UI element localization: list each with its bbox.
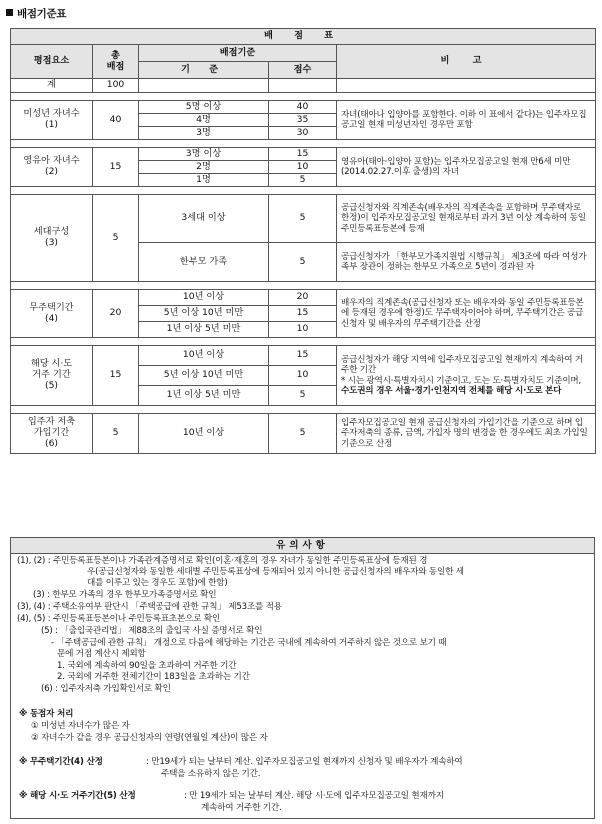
item-cell: 해당 시·도 거주 기간 (5): [11, 346, 93, 406]
score-cell: 5: [269, 195, 337, 243]
note-line: 2. 국외에 거주한 전체기간이 183일을 초과하는 기간: [57, 672, 250, 682]
header-item: 평점요소: [11, 45, 93, 79]
table-title: 배 점 표: [11, 29, 596, 45]
square-bullet-icon: [6, 9, 13, 16]
separator-row: [11, 406, 596, 414]
standard-cell: 4명: [139, 114, 269, 127]
score-cell: 30: [269, 127, 337, 140]
header-criteria: 배점기준: [139, 45, 337, 62]
standard-cell: 3세대 이상: [139, 195, 269, 243]
remark-star-text: * 시는 광역시·특별자치시 기준이고, 도는 도·특별자치도 기준이며,: [341, 375, 582, 386]
standard-cell: 2명: [139, 161, 269, 174]
score-cell: 10: [269, 366, 337, 386]
score-cell: 5: [269, 414, 337, 454]
note-line: 주택을 소유하지 않은 기간.: [161, 769, 261, 779]
page-heading: 배점기준표: [6, 6, 66, 21]
score-cell: 10: [269, 161, 337, 174]
total-standard-empty: [139, 79, 269, 93]
header-score: 점수: [269, 62, 337, 79]
points-cell: 15: [93, 148, 139, 187]
standard-cell: 10년 이상: [139, 290, 269, 306]
note-line: : 만 19세가 되는 날부터 계산. 해당 시·도에 입주자모집공고일 현재까지: [184, 791, 444, 801]
remark-cell: 자녀(태아나 입양아를 포함한다. 이하 이 표에서 같다)는 입주자모집공고일 현재 미성년자인 경우만 포함: [337, 101, 596, 140]
note-line: (3) : 한부모 가족의 경우 한부모가족증명서로 확인: [33, 590, 217, 600]
remark-bold-text: 수도권의 경우 서울·경기·인천지역 전체를 해당 시·도로 본다: [341, 385, 562, 396]
standard-cell: 5년 이상 10년 미만: [139, 306, 269, 322]
note-line: 대를 이루고 있는 경우도 포함)에 한함): [87, 578, 228, 588]
standard-cell: 1년 이상 5년 미만: [139, 322, 269, 338]
note-line: 계속하여 거주한 기간.: [201, 803, 282, 813]
score-table: [10, 28, 596, 454]
note-line: (6) : 입주자저축 가입확인서로 확인: [41, 684, 171, 694]
standard-cell: 5명 이상: [139, 101, 269, 114]
score-cell: 20: [269, 290, 337, 306]
points-cell: 5: [93, 195, 139, 282]
score-cell: 5: [269, 386, 337, 406]
standard-cell: 1년 이상 5년 미만: [139, 386, 269, 406]
separator-row: [11, 187, 596, 195]
score-cell: 5: [269, 174, 337, 187]
score-cell: 15: [269, 306, 337, 322]
points-cell: 40: [93, 101, 139, 140]
points-cell: 20: [93, 290, 139, 338]
remark-cell: [337, 346, 596, 406]
separator-row: [11, 282, 596, 290]
separator-row: [11, 338, 596, 346]
header-standard: 기 준: [139, 62, 269, 79]
item-cell: 입주자 저축 가입기간 (6): [11, 414, 93, 454]
score-cell: 40: [269, 101, 337, 114]
note-line: ※ 무주택기간(4) 산정: [19, 757, 103, 767]
note-line: (5) : 「출입국관리법」 제88조의 출입국 사실 증명서로 확인: [41, 626, 263, 636]
remark-cell: 영유아(태아·입양아 포함)는 입주자모집공고일 현재 만6세 미만(2014.02.27.이후 출생)의 자녀: [337, 148, 596, 187]
points-cell: 15: [93, 346, 139, 406]
score-cell: 15: [269, 148, 337, 161]
points-cell: 5: [93, 414, 139, 454]
total-remark-empty: [337, 79, 596, 93]
note-line: : 만19세가 되는 날부터 계산. 입주자모집공고일 현재까지 신청자 및 배우자가 계속하여: [146, 757, 463, 767]
note-line: 문에 거점 계산시 제외함: [57, 649, 146, 659]
remark-cell: 입주자모집공고일 현재 공급신청자의 가입기간을 기준으로 하며 입주자저축의 종류, 금액, 가입자 명의 변경을 한 경우에도 최초 가입일 기준으로 산정: [337, 414, 596, 454]
separator-row: [11, 93, 596, 101]
total-score-empty: [269, 79, 337, 93]
note-line: (4), (5) : 주민등록표등본이나 주민등록표초본으로 확인: [17, 614, 221, 624]
separator-row: [11, 140, 596, 148]
remark-text: 공급신청자가 해당 지역에 입주자모집공고일 현재까지 계속하여 거주한 기간: [341, 355, 584, 376]
note-line: - 「주택공급에 관한 규칙」 개정으로 다음에 해당하는 기간은 국내에 계속하여 거주하지 않은 것으로 보기 때: [51, 638, 447, 648]
score-cell: 35: [269, 114, 337, 127]
note-line: (3), (4) : 주택소유여부 판단시 「주택공급에 관한 규칙」 제53조를 적용: [17, 602, 282, 612]
remark-cell: 공급신청자와 직계존속(배우자의 직계존속을 포함하며 무주택자로 한정)이 입주자모집공고일 현재로부터 과거 3년 이상 계속하여 동일 주민등록표등본에 등재: [337, 195, 596, 243]
remark-cell: 공급신청자가 「한부모가족지원법 시행규칙」 제3조에 따라 여성가족부 장관이 정하는 한부모 가족으로 5년이 경과된 자: [337, 243, 596, 282]
note-line: 우(공급신청자와 동일한 세대별 주민등록표상에 등재되어 있지 아니한 공급신청자의 배우자와 동일한 세: [87, 567, 464, 577]
standard-cell: 3명: [139, 127, 269, 140]
score-cell: 15: [269, 346, 337, 366]
item-cell: 영유아 자녀수 (2): [11, 148, 93, 187]
total-label: 계: [11, 79, 93, 93]
notes-title: 유의사항: [10, 537, 595, 554]
note-line: ※ 해당 시·도 거주기간(5) 산정: [19, 791, 136, 801]
score-cell: 10: [269, 322, 337, 338]
score-cell: 5: [269, 243, 337, 282]
item-cell: 무주택기간 (4): [11, 290, 93, 338]
remark-cell: 배우자의 직계존속(공급신청자 또는 배우자와 동일 주민등록표등본에 등재된 경우에 한정)도 무주택자이어야 하며, 무주택기간은 공급신청자 및 배우자의 무주택기간을 산정: [337, 290, 596, 338]
header-total: 총 배점: [93, 45, 139, 79]
standard-cell: 5년 이상 10년 미만: [139, 366, 269, 386]
standard-cell: 1명: [139, 174, 269, 187]
total-points: 100: [93, 79, 139, 93]
header-remark: 비 고: [337, 45, 596, 79]
note-line: ※ 동점자 처리: [19, 709, 74, 719]
standard-cell: 한부모 가족: [139, 243, 269, 282]
note-line: 1. 국외에 계속하여 90일을 초과하여 거주한 기간: [57, 661, 237, 671]
item-cell: 미성년 자녀수 (1): [11, 101, 93, 140]
notes-box: [10, 553, 595, 819]
standard-cell: 10년 이상: [139, 414, 269, 454]
standard-cell: 3명 이상: [139, 148, 269, 161]
standard-cell: 10년 이상: [139, 346, 269, 366]
note-line: (1), (2) : 주민등록표등본이나 가족관계증명서로 확인(이혼·재혼의 경우 자녀가 동일한 주민등록표상에 등재된 경: [17, 556, 428, 566]
note-line: ① 미성년 자녀수가 많은 자: [31, 721, 130, 731]
note-line: ② 자녀수가 같을 경우 공급신청자의 연령(연월일 계산)이 많은 자: [31, 733, 268, 743]
item-cell: 세대구성 (3): [11, 195, 93, 282]
